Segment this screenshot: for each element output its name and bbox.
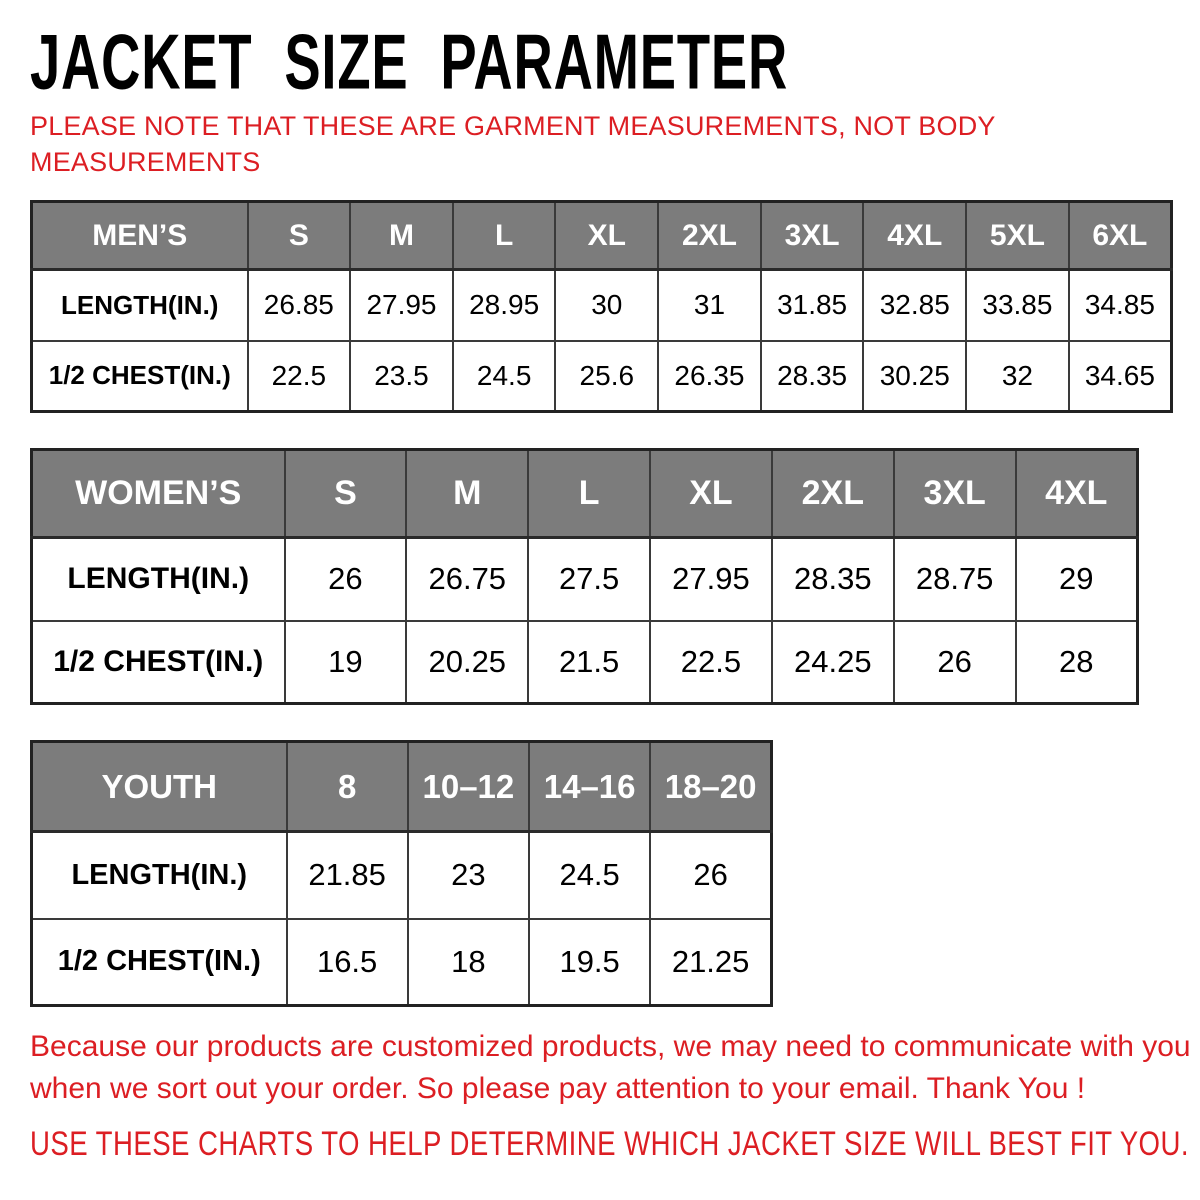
womens-size-table-header xyxy=(32,450,1138,538)
size-column-header-cell: 6XL xyxy=(1069,202,1172,270)
note-line-1: PLEASE NOTE THAT THESE ARE GARMENT MEASUREMENTS, NOT BODY xyxy=(30,111,996,141)
size-value-cell: 30 xyxy=(555,270,658,341)
size-column-header-cell: 4XL xyxy=(1016,450,1138,538)
size-chart-cta xyxy=(30,1126,1200,1162)
size-group-header-cell: MEN’S xyxy=(32,202,248,270)
size-column-header-cell: S xyxy=(285,450,407,538)
size-column-header-cell: L xyxy=(453,202,556,270)
size-value-cell: 34.85 xyxy=(1069,270,1172,341)
customization-notice-line-1: Because our products are customized products, we may need to communicate with you xyxy=(30,1030,1191,1063)
row-label: 1/2 CHEST(IN.) xyxy=(32,919,287,1006)
size-value-cell: 19.5 xyxy=(529,919,650,1006)
table-row xyxy=(32,538,1138,621)
size-value-cell: 28.35 xyxy=(772,538,894,621)
size-value-cell: 16.5 xyxy=(287,919,408,1006)
size-column-header-cell: 3XL xyxy=(894,450,1016,538)
row-label: 1/2 CHEST(IN.) xyxy=(32,341,248,412)
size-column-header-cell: M xyxy=(350,202,453,270)
mens-size-table-header xyxy=(32,202,1172,270)
size-group-header-cell: YOUTH xyxy=(32,742,287,832)
size-value-cell: 21.5 xyxy=(528,621,650,704)
size-value-cell: 24.25 xyxy=(772,621,894,704)
size-column-header-cell: 2XL xyxy=(658,202,761,270)
size-value-cell: 28.35 xyxy=(761,341,864,412)
row-label: LENGTH(IN.) xyxy=(32,270,248,341)
size-column-header-cell: XL xyxy=(555,202,658,270)
size-value-cell: 21.25 xyxy=(650,919,771,1006)
size-value-cell: 29 xyxy=(1016,538,1138,621)
page-title-text: JACKET SIZE PARAMETER xyxy=(30,19,789,106)
size-column-header-cell: 2XL xyxy=(772,450,894,538)
size-column-header-cell: 4XL xyxy=(863,202,966,270)
womens-size-table-body xyxy=(32,538,1138,704)
size-value-cell: 23.5 xyxy=(350,341,453,412)
header-row xyxy=(32,202,1172,270)
size-value-cell: 31 xyxy=(658,270,761,341)
size-value-cell: 26 xyxy=(650,832,771,919)
header-row xyxy=(32,742,772,832)
size-value-cell: 27.5 xyxy=(528,538,650,621)
size-value-cell: 33.85 xyxy=(966,270,1069,341)
size-column-header-cell: 8 xyxy=(287,742,408,832)
youth-size-table xyxy=(30,740,773,1007)
mens-size-table xyxy=(30,200,1173,413)
size-value-cell: 26 xyxy=(285,538,407,621)
size-value-cell: 26.85 xyxy=(248,270,351,341)
garment-measurement-note xyxy=(30,108,996,180)
size-value-cell: 24.5 xyxy=(529,832,650,919)
size-column-header-cell: 5XL xyxy=(966,202,1069,270)
size-value-cell: 27.95 xyxy=(650,538,772,621)
table-row xyxy=(32,832,772,919)
size-value-cell: 26.35 xyxy=(658,341,761,412)
size-value-cell: 32 xyxy=(966,341,1069,412)
size-column-header-cell: 18–20 xyxy=(650,742,771,832)
size-column-header-cell: M xyxy=(406,450,528,538)
size-value-cell: 32.85 xyxy=(863,270,966,341)
size-value-cell: 34.65 xyxy=(1069,341,1172,412)
size-value-cell: 31.85 xyxy=(761,270,864,341)
table-row xyxy=(32,919,772,1006)
size-column-header-cell: 3XL xyxy=(761,202,864,270)
size-value-cell: 21.85 xyxy=(287,832,408,919)
youth-size-table-header xyxy=(32,742,772,832)
header-row xyxy=(32,450,1138,538)
size-value-cell: 20.25 xyxy=(406,621,528,704)
note-line-2: MEASUREMENTS xyxy=(30,147,261,177)
size-value-cell: 28.75 xyxy=(894,538,1016,621)
customization-notice-line-2: when we sort out your order. So please pay attention to your email. Thank You ! xyxy=(30,1072,1086,1105)
size-value-cell: 22.5 xyxy=(650,621,772,704)
row-label: LENGTH(IN.) xyxy=(32,832,287,919)
size-column-header-cell: 14–16 xyxy=(529,742,650,832)
size-value-cell: 25.6 xyxy=(555,341,658,412)
size-value-cell: 19 xyxy=(285,621,407,704)
size-value-cell: 26.75 xyxy=(406,538,528,621)
size-column-header-cell: S xyxy=(248,202,351,270)
size-value-cell: 28.95 xyxy=(453,270,556,341)
size-column-header-cell: 10–12 xyxy=(408,742,529,832)
size-value-cell: 23 xyxy=(408,832,529,919)
size-value-cell: 24.5 xyxy=(453,341,556,412)
size-column-header-cell: XL xyxy=(650,450,772,538)
size-value-cell: 26 xyxy=(894,621,1016,704)
youth-size-table-body xyxy=(32,832,772,1006)
size-value-cell: 27.95 xyxy=(350,270,453,341)
size-column-header-cell: L xyxy=(528,450,650,538)
womens-size-table xyxy=(30,448,1139,705)
table-row xyxy=(32,270,1172,341)
table-row xyxy=(32,341,1172,412)
size-value-cell: 28 xyxy=(1016,621,1138,704)
table-row xyxy=(32,621,1138,704)
size-chart-cta-text: USE THESE CHARTS TO HELP DETERMINE WHICH JACKET SIZE WILL BEST FIT YOU. xyxy=(30,1124,1189,1163)
page-title xyxy=(30,18,978,106)
row-label: 1/2 CHEST(IN.) xyxy=(32,621,285,704)
size-group-header-cell: WOMEN’S xyxy=(32,450,285,538)
mens-size-table-body xyxy=(32,270,1172,412)
customization-notice xyxy=(30,1026,1190,1110)
row-label: LENGTH(IN.) xyxy=(32,538,285,621)
size-value-cell: 22.5 xyxy=(248,341,351,412)
size-value-cell: 18 xyxy=(408,919,529,1006)
size-value-cell: 30.25 xyxy=(863,341,966,412)
